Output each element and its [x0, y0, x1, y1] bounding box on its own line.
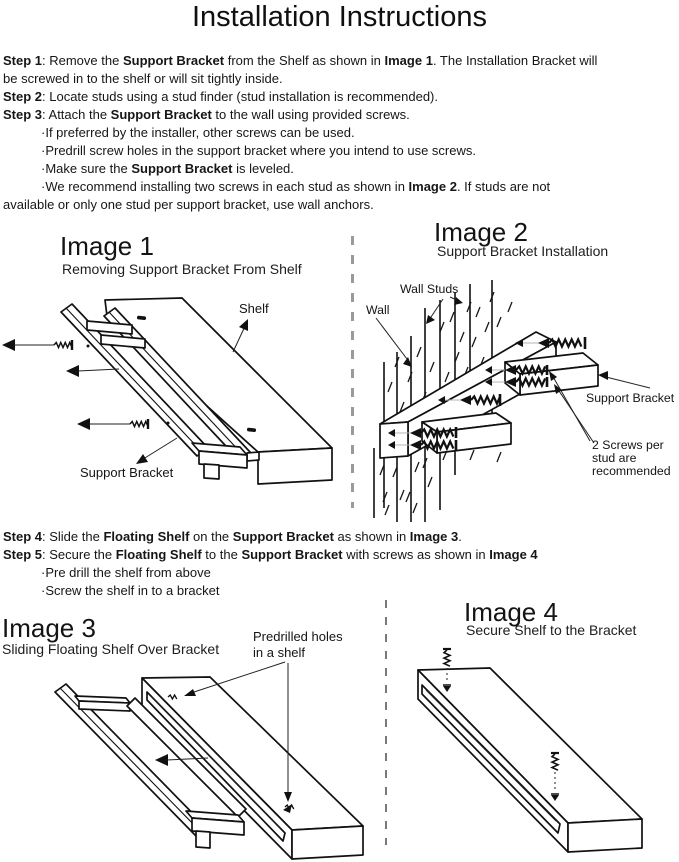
step-line — [3, 178, 597, 196]
image4-heading: Image 4 — [464, 597, 558, 627]
step-text: : Remove the — [42, 53, 123, 68]
dashed-divider-bottom — [385, 600, 387, 845]
step-text: ·We recommend installing two screws in each stud as shown in — [41, 179, 409, 194]
wall-studs-label-group — [400, 282, 463, 324]
step-line — [3, 52, 597, 70]
step-text: on the — [189, 529, 233, 544]
wall-label: Wall — [366, 303, 390, 317]
image3-subtitle: Sliding Floating Shelf Over Bracket — [2, 641, 220, 657]
step-line — [3, 70, 597, 88]
step-text: : Secure the — [42, 547, 116, 562]
wall-label-group — [366, 303, 412, 367]
image2-diagram — [360, 270, 679, 522]
screws-note-line3: recommended — [592, 464, 671, 478]
step-text: . If studs are not — [456, 179, 551, 194]
screw-icon — [444, 650, 450, 666]
predrilled-holes-label-2: in a shelf — [253, 645, 306, 660]
step-text-bold: Image 1 — [384, 53, 433, 68]
step-line — [3, 196, 597, 214]
step-text-bold: Step 5 — [3, 547, 43, 562]
image4-subtitle: Secure Shelf to the Bracket — [466, 622, 637, 638]
step-text: to the — [201, 547, 242, 562]
support-bracket-label: Support Bracket — [80, 465, 174, 480]
removal-arrow-1 — [2, 339, 72, 351]
step-text: : Slide the — [42, 529, 104, 544]
step-text: . The Installation Bracket will — [432, 53, 598, 68]
step-text: ·Make sure the — [41, 161, 132, 176]
step-text: ·Pre drill the shelf from above — [41, 565, 211, 580]
step-text: : Locate studs using a stud finder (stud installation is recommended). — [42, 89, 439, 104]
step-text-bold: Support Bracket — [241, 547, 343, 562]
step-text: ·If preferred by the installer, other screws can be used. — [41, 125, 355, 140]
floating-shelf-drawing — [418, 668, 642, 852]
step-line — [3, 564, 538, 582]
step-line — [3, 582, 538, 600]
image3-heading: Image 3 — [2, 613, 96, 643]
support-bracket-label: Support Bracket — [586, 391, 675, 405]
screws-note-line1: 2 Screws per — [592, 438, 664, 452]
step-text-bold: Step 1 — [3, 53, 43, 68]
step-text-bold: Image 4 — [489, 547, 538, 562]
step-text: to the wall using provided screws. — [211, 107, 410, 122]
step-line — [3, 124, 597, 142]
removal-arrow-3 — [77, 418, 148, 430]
image1-heading: Image 1 — [60, 231, 154, 261]
step-line — [3, 88, 597, 106]
step-text-bold: Floating Shelf — [103, 529, 190, 544]
support-bracket-label-group — [80, 438, 177, 480]
step-text-bold: Image 3 — [409, 529, 459, 544]
screw-icon — [549, 339, 581, 346]
step-text: . — [458, 529, 462, 544]
step-line — [3, 106, 597, 124]
page-title: Installation Instructions — [192, 1, 487, 33]
shelf-label: Shelf — [239, 301, 269, 316]
step-line — [3, 546, 538, 564]
floating-shelf-drawing — [142, 677, 363, 859]
wall-studs-label: Wall Studs — [400, 282, 459, 296]
step-text-bold: Support Bracket — [110, 107, 212, 122]
step-text: as shown in — [333, 529, 410, 544]
steps-top-block — [3, 52, 597, 214]
step-text: ·Predrill screw holes in the support bracket where you intend to use screws. — [41, 143, 476, 158]
support-bracket-label-group — [586, 371, 675, 405]
step-line — [3, 528, 538, 546]
step-line — [3, 160, 597, 178]
image1-subtitle: Removing Support Bracket From Shelf — [62, 261, 302, 277]
step-text: ·Screw the shelf in to a bracket — [41, 583, 220, 598]
image1-diagram — [0, 283, 345, 515]
step-text-bold: Support Bracket — [122, 53, 225, 68]
step-text: : Attach the — [42, 107, 111, 122]
predrilled-holes-label-1: Predrilled holes — [253, 629, 343, 644]
screw-icon — [54, 343, 72, 348]
step-text-bold: Support Bracket — [232, 529, 334, 544]
step-text: from the Shelf as shown in — [224, 53, 385, 68]
step-text-bold: Step 2 — [3, 89, 43, 104]
step-text: is leveled. — [232, 161, 294, 176]
step-text-bold: Step 4 — [3, 529, 43, 544]
image2-heading: Image 2 — [434, 217, 528, 247]
step-text-bold: Image 2 — [408, 179, 457, 194]
screw-icon — [130, 422, 148, 427]
shelf-label-group — [233, 301, 269, 352]
dashed-divider-top — [351, 236, 354, 508]
step-text-bold: Floating Shelf — [115, 547, 202, 562]
step-line — [3, 142, 597, 160]
image3-diagram — [0, 612, 384, 862]
image4-diagram — [400, 645, 679, 862]
removal-arrow-2 — [66, 365, 119, 377]
step-text: available or only one stud per support bracket, use wall anchors. — [3, 197, 374, 212]
steps-bottom-block — [3, 528, 538, 600]
image2-subtitle: Support Bracket Installation — [437, 243, 609, 259]
step-text: be screwed in to the shelf or will sit tightly inside. — [3, 71, 283, 86]
step-text: with screws as shown in — [342, 547, 490, 562]
step-text-bold: Support Bracket — [131, 161, 233, 176]
step-text-bold: Step 3 — [3, 107, 43, 122]
screws-note-line2: stud are — [592, 451, 637, 465]
